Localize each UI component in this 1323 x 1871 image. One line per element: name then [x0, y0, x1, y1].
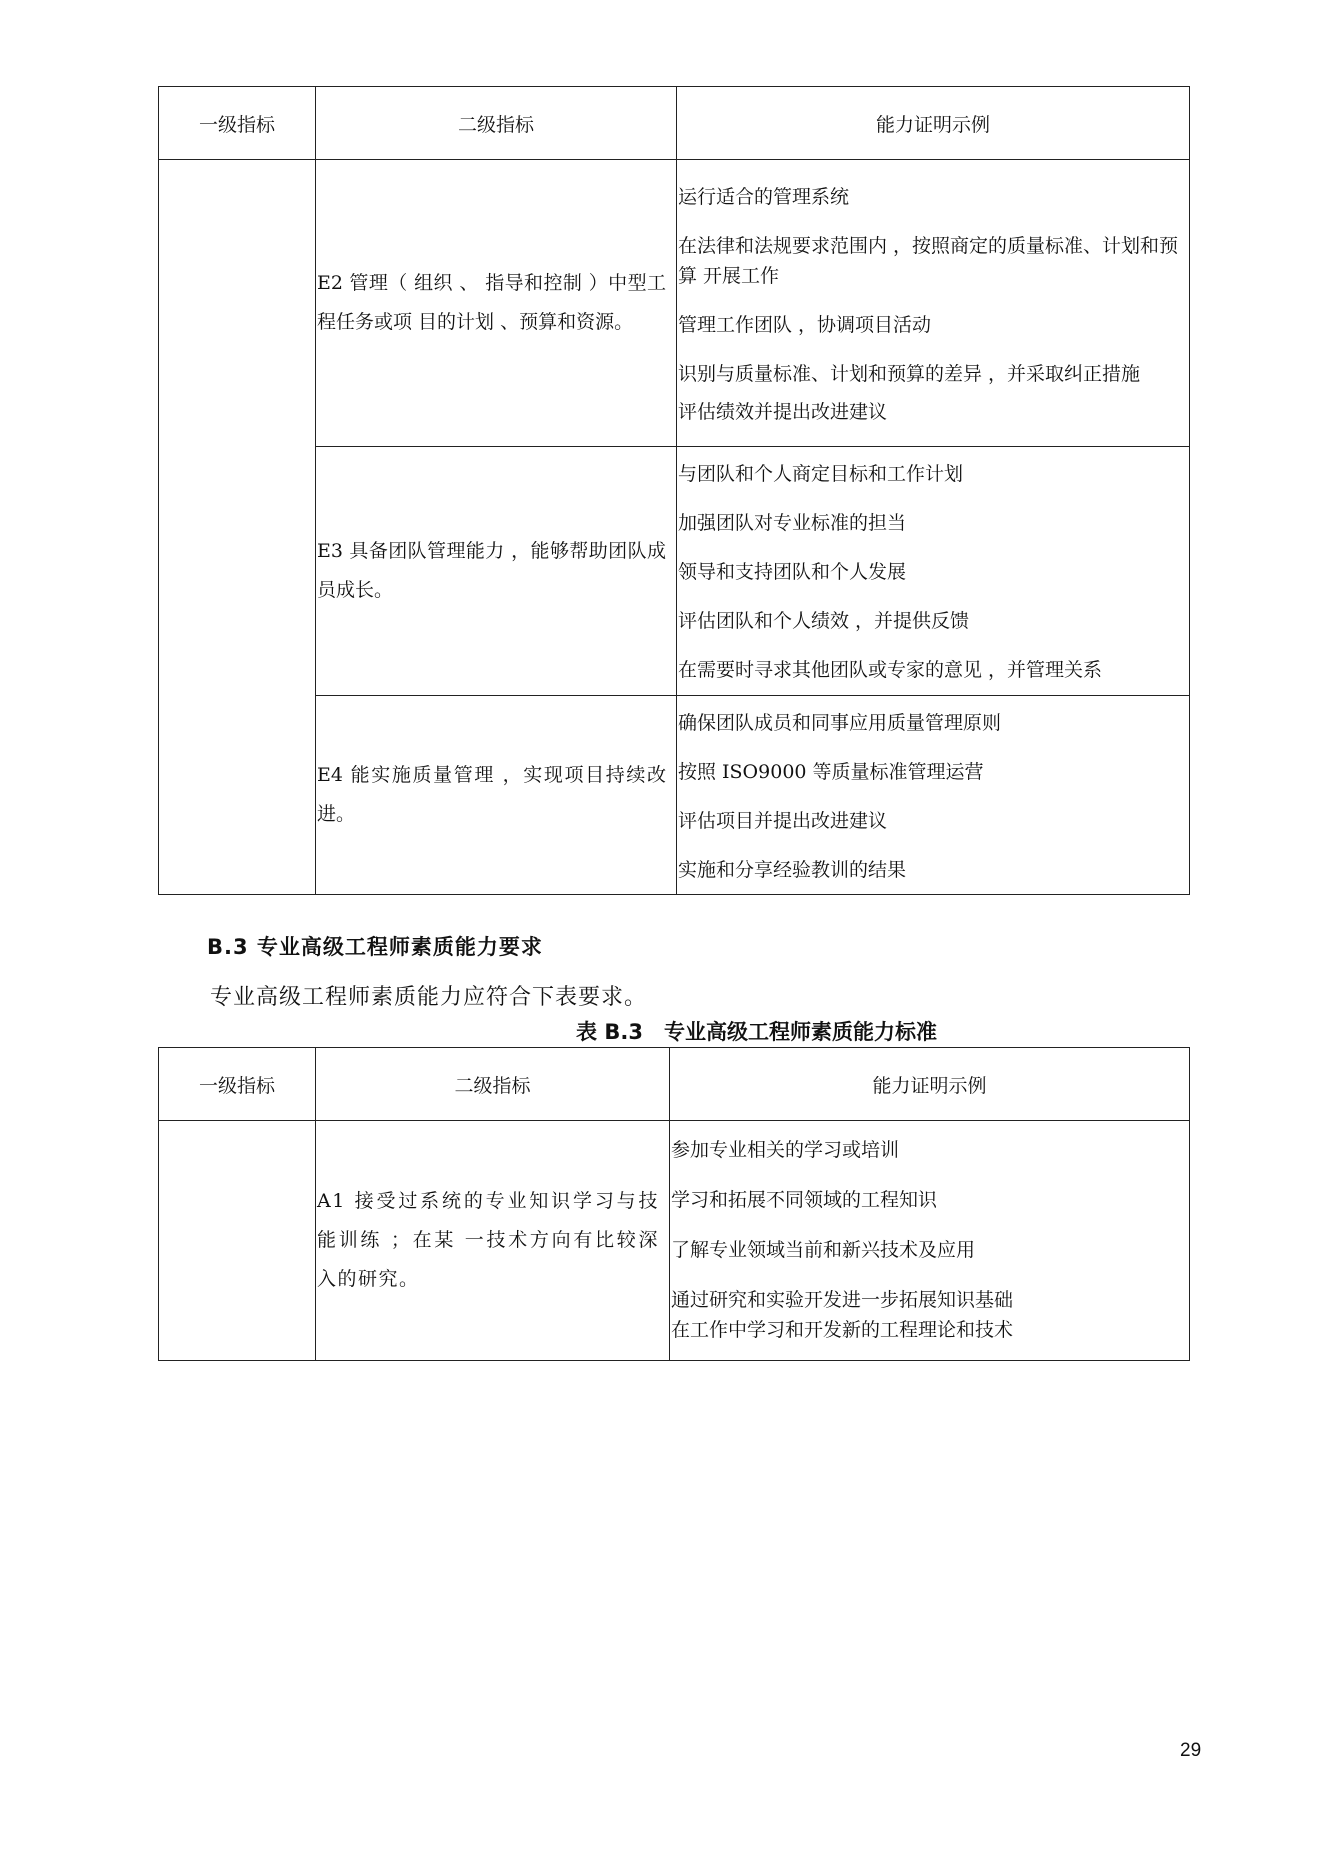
competency-table-b3 — [158, 1047, 1190, 1361]
section-heading: B.3 专业高级工程师素质能力要求 — [207, 935, 543, 959]
header-level2: 二级指标 — [316, 87, 677, 160]
example-item: 评估项目并提出改进建议 — [678, 809, 888, 832]
examples-cell — [677, 696, 1190, 895]
example-item: 领导和支持团队和个人发展 — [678, 561, 907, 583]
example-item: 管理工作团队 ，协调项目活动 — [678, 313, 932, 336]
section-intro: 专业高级工程师素质能力应符合下表要求。 — [210, 985, 648, 1010]
example-item: 通过研究和实验开发进一步拓展知识基础 — [671, 1288, 1014, 1311]
example-item: 运行适合的管理系统 — [678, 185, 850, 208]
competency-table-continued — [158, 86, 1190, 895]
example-item: 加强团队对专业标准的担当 — [678, 512, 907, 534]
header-examples: 能力证明示例 — [670, 1048, 1190, 1121]
example-item: 识别与质量标准、计划和预算的差异 ，并采取纠正措施 — [678, 362, 1141, 385]
header-level1: 一级指标 — [159, 1048, 316, 1121]
examples-cell — [677, 160, 1190, 447]
table-caption-text: 表 B.3 专业高级工程师素质能力标准 — [576, 1020, 937, 1044]
example-item: 在工作中学习和开发新的工程理论和技术 — [671, 1318, 1014, 1341]
example-item: 确保团队成员和同事应用质量管理原则 — [678, 711, 1002, 734]
example-item: 在需要时寻求其他团队或专家的意见 ，并管理关系 — [678, 659, 1103, 681]
examples-cell — [677, 447, 1190, 696]
header-level2: 二级指标 — [316, 1048, 670, 1121]
page-number: 29 — [1180, 1740, 1202, 1761]
header-examples: 能力证明示例 — [677, 87, 1190, 160]
examples-cell — [670, 1121, 1190, 1361]
level1-cell — [159, 160, 316, 895]
table-row — [159, 160, 1190, 447]
example-item: 实施和分享经验教训的结果 — [678, 858, 907, 881]
example-item: 学习和拓展不同领域的工程知识 — [671, 1188, 938, 1211]
example-item: 与团队和个人商定目标和工作计划 — [678, 463, 964, 485]
indicator-cell: A1 接受过系统的专业知识学习与技能训练 ；在某 一技术方向有比较深入的研究。 — [316, 1121, 670, 1361]
example-item: 了解专业领域当前和新兴技术及应用 — [671, 1238, 976, 1261]
table-header-row — [159, 1048, 1190, 1121]
indicator-cell: E4 能实施质量管理 ，实现项目持续改进。 — [316, 696, 677, 895]
example-item: 评估绩效并提出改进建议 — [678, 400, 888, 423]
table-row — [159, 1121, 1190, 1361]
table-header-row — [159, 87, 1190, 160]
indicator-cell: E3 具备团队管理能力 ，能够帮助团队成员成长。 — [316, 447, 677, 696]
example-item: 参加专业相关的学习或培训 — [671, 1138, 900, 1161]
example-item: 在法律和法规要求范围内 ，按照商定的质量标准、计划和预算 开展工作 — [678, 234, 1179, 287]
header-level1: 一级指标 — [159, 87, 316, 160]
example-item: 评估团队和个人绩效 ，并提供反馈 — [678, 610, 970, 632]
level1-cell — [159, 1121, 316, 1361]
indicator-cell: E2 管理（ 组织 、 指导和控制 ）中型工程任务或项 目的计划 、预算和资源。 — [316, 160, 677, 447]
example-item: 按照 ISO9000 等质量标准管理运营 — [678, 760, 984, 783]
table-caption — [0, 1016, 1323, 1046]
